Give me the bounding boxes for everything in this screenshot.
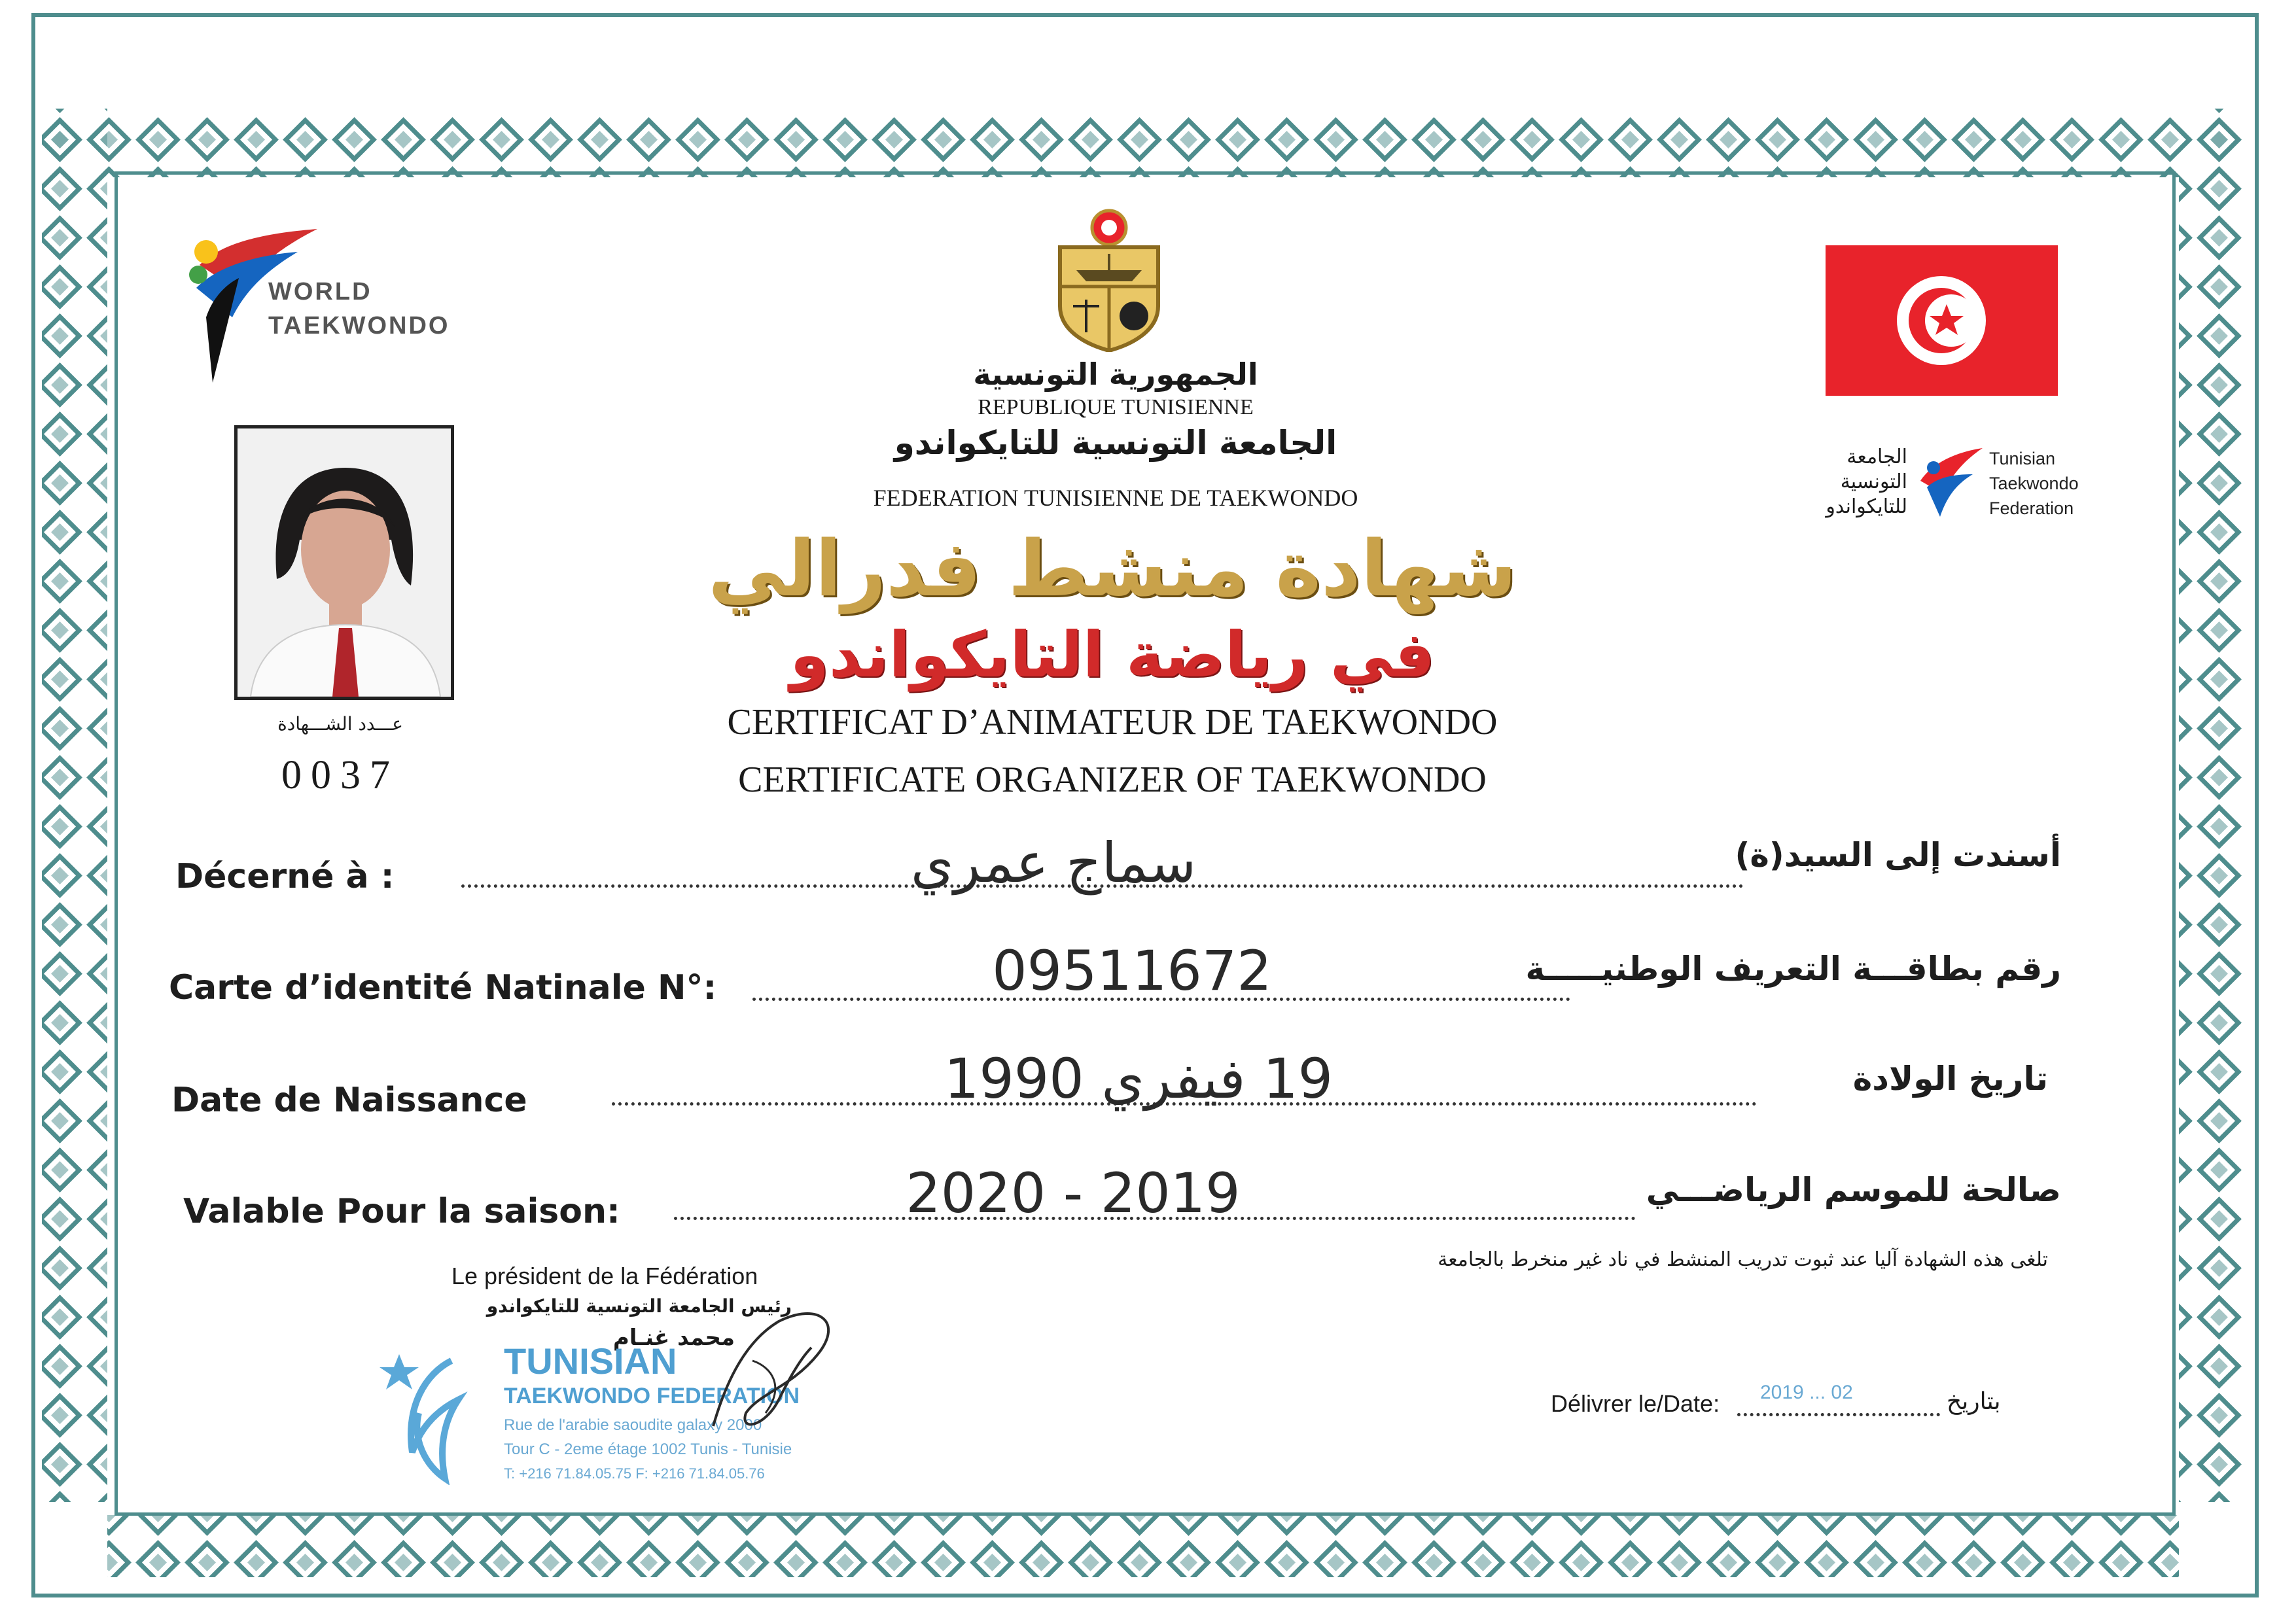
birth-date-label-ar: تاريخ الولادة bbox=[1852, 1060, 2048, 1098]
delivery-date-value: 2019 ... 02 bbox=[1760, 1382, 1853, 1403]
birth-date-value: 19 فيفري 1990 bbox=[944, 1047, 1333, 1111]
portrait-icon bbox=[238, 428, 451, 697]
tunisia-coat-of-arms-icon bbox=[1050, 208, 1168, 352]
season-label-ar: صالحة للموسم الرياضـــي bbox=[1646, 1171, 2061, 1209]
federation-ar: الجامعة التونسية للتايكواندو bbox=[894, 424, 1337, 462]
republic-ar: الجمهورية التونسية bbox=[973, 357, 1258, 392]
ttf-en-1: Tunisian bbox=[1989, 449, 2056, 468]
president-title-fr: Le président de la Fédération bbox=[451, 1263, 758, 1289]
title-arabic-line2: في رياضة التايكواندو bbox=[790, 618, 1435, 691]
id-card-label-fr: Carte d’identité Natinale N°: bbox=[169, 968, 717, 1007]
federation-stamp-logo-icon bbox=[373, 1335, 504, 1485]
ttf-logo-arabic bbox=[1790, 445, 1907, 519]
title-arabic-line1: شهادة منشط فدرالي bbox=[708, 523, 1517, 614]
season-value: 2020 - 2019 bbox=[906, 1161, 1241, 1225]
delivery-dotted-line bbox=[1737, 1413, 1940, 1416]
stamp-line5: T: +216 71.84.05.75 F: +216 71.84.05.76 bbox=[504, 1465, 765, 1482]
president-signature bbox=[687, 1282, 857, 1446]
stamp-line4: Tour C - 2eme étage 1002 Tunis - Tunisie bbox=[504, 1440, 792, 1458]
ttf-en-2: Taekwondo bbox=[1989, 474, 2079, 493]
wt-logo-line2: TAEKWONDO bbox=[268, 312, 450, 340]
ttf-ar-1: الجامعة bbox=[1846, 445, 1907, 468]
republic-fr: REPUBLIQUE TUNISIENNE bbox=[978, 395, 1254, 419]
delivery-label-ar: بتاريخ bbox=[1947, 1388, 2001, 1415]
ttf-logo-english bbox=[1989, 446, 2079, 521]
ttf-ar-2: التونسية bbox=[1840, 470, 1907, 493]
title-french: CERTIFICAT D’ANIMATEUR DE TAEKWONDO bbox=[727, 702, 1498, 742]
awarded-value: سماج عمري bbox=[910, 831, 1197, 895]
birth-date-label-fr: Date de Naissance bbox=[171, 1081, 527, 1120]
federation-fr: FEDERATION TUNISIENNE DE TAEKWONDO bbox=[873, 485, 1358, 511]
stamp-line1: TUNISIAN bbox=[504, 1340, 677, 1382]
president-title-ar: رئيس الجامعة التونسية للتايكواندو bbox=[486, 1295, 792, 1317]
certificate-number-value: 0037 bbox=[281, 753, 399, 797]
ttf-en-3: Federation bbox=[1989, 498, 2074, 518]
awarded-label-fr: Décerné à : bbox=[175, 857, 395, 896]
world-taekwondo-wordmark bbox=[268, 275, 450, 343]
id-card-label-ar: رقم بطاقـــة التعريف الوطنيـــــة bbox=[1525, 950, 2061, 988]
id-card-value: 09511672 bbox=[992, 939, 1272, 1003]
president-name: محمد غنـام bbox=[612, 1325, 735, 1351]
delivery-label-fr: Délivrer le/Date: bbox=[1551, 1390, 1720, 1417]
stamp-line3: Rue de l'arabie saoudite galaxy 2000 bbox=[504, 1416, 762, 1434]
tunisia-flag-icon bbox=[1826, 245, 2058, 396]
awarded-label-ar: أسندت إلى السيد(ة) bbox=[1735, 836, 2061, 874]
wt-logo-line1: WORLD bbox=[268, 278, 372, 305]
certificate-number-label: عـــدد الشـــهادة bbox=[277, 713, 403, 735]
ttf-logo-icon bbox=[1914, 442, 1986, 523]
holder-photo bbox=[234, 425, 454, 700]
title-english: CERTIFICATE ORGANIZER OF TAEKWONDO bbox=[738, 759, 1487, 800]
ttf-ar-3: للتايكواندو bbox=[1826, 495, 1907, 518]
cancellation-notice: تلغى هذه الشهادة آليا عند ثبوت تدريب المنشط في ناد غير منخرط بالجامعة bbox=[1438, 1248, 2048, 1271]
stamp-line2: TAEKWONDO FEDERATION bbox=[504, 1384, 800, 1408]
season-label-fr: Valable Pour la saison: bbox=[183, 1192, 620, 1231]
